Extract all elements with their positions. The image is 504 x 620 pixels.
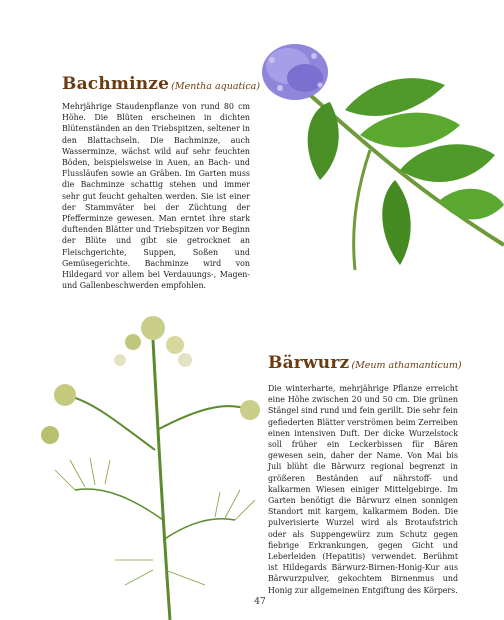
baldmoney-illustration — [35, 300, 270, 620]
mint-flower-head — [262, 44, 328, 100]
page-number: 47 — [254, 597, 266, 607]
water-mint-illustration — [250, 30, 504, 300]
section-heading-baerwurz — [268, 353, 462, 373]
plant-latin-name: (Mentha aquatica) — [171, 81, 261, 92]
section-body-bachminze — [62, 101, 250, 291]
plant-name: Bachminze — [62, 74, 170, 94]
umbel-flowers — [41, 316, 260, 444]
section-heading-bachminze — [62, 74, 260, 94]
body-paragraph: Die winterharte, mehrjährige Pflanze erreicht eine Höhe zwischen 20 und 50 cm. Die grünen Stängel sind rund und fein gerillt. Die sehr fein gefiederten Blätter verströmen beim Zerreiben einen intensiven Duft. Der dicke Wurzelstock soll früher ein Leckerbissen für Bären gewesen sein, daher der Name. Von Mai bis Juli blüht die Bärwurz regional begrenzt in größeren Beständen auf nährstoff- und kalkarmen Wiesen einiger Mittelgebirge. Im Garten benötigt die Bärwurz einen sonnigen Standort mit kargem, kalkarmem Boden. Die pulverisierte Wurzel wird als Brotaufstrich oder als Suppengewürz zum Schutz gegen fiebrige Erkrankungen, gegen Gicht und Leberleiden (Hepatitis) verwendet. Berühmt ist Hildegards Bärwurz-Birnen-Honig-Kur aus Bärwurzpulver, gekochtem Birnenmus und Honig zur allgemeinen Entgiftung des Körpers. — [268, 384, 458, 595]
plant-name: Bärwurz — [268, 353, 350, 373]
section-body-baerwurz — [268, 383, 458, 596]
body-paragraph: Mehrjährige Staudenpflanze von rund 80 cm Höhe. Die Blüten erscheinen in dichten Blütenständen an den Triebspitzen, seltener in den Blattachseln. Die Bachminze, auch Wasserminze, wächst wild auf sehr feuchten Böden, beispielsweise in Auen, an Bach- und Flussläufen sowie an Gräben. Im Garten muss die Bachminze schattig stehen und immer sehr gut feucht gehalten werden. Sie ist einer der Stammväter bei der Züchtung der Pfefferminze gewesen. Man erntet ihre stark duftenden Blätter und Triebspitzen vor Beginn der Blüte und gibt sie getrocknet an Fleischgerichte, Suppen, Soßen und Gemüsegerichte. Bachminze wird von Hildegard vor allem bei Verdauungs-, Magen- und Gallenbeschwerden empfohlen. — [62, 102, 250, 291]
plant-latin-name: (Meum athamanticum) — [351, 360, 462, 371]
